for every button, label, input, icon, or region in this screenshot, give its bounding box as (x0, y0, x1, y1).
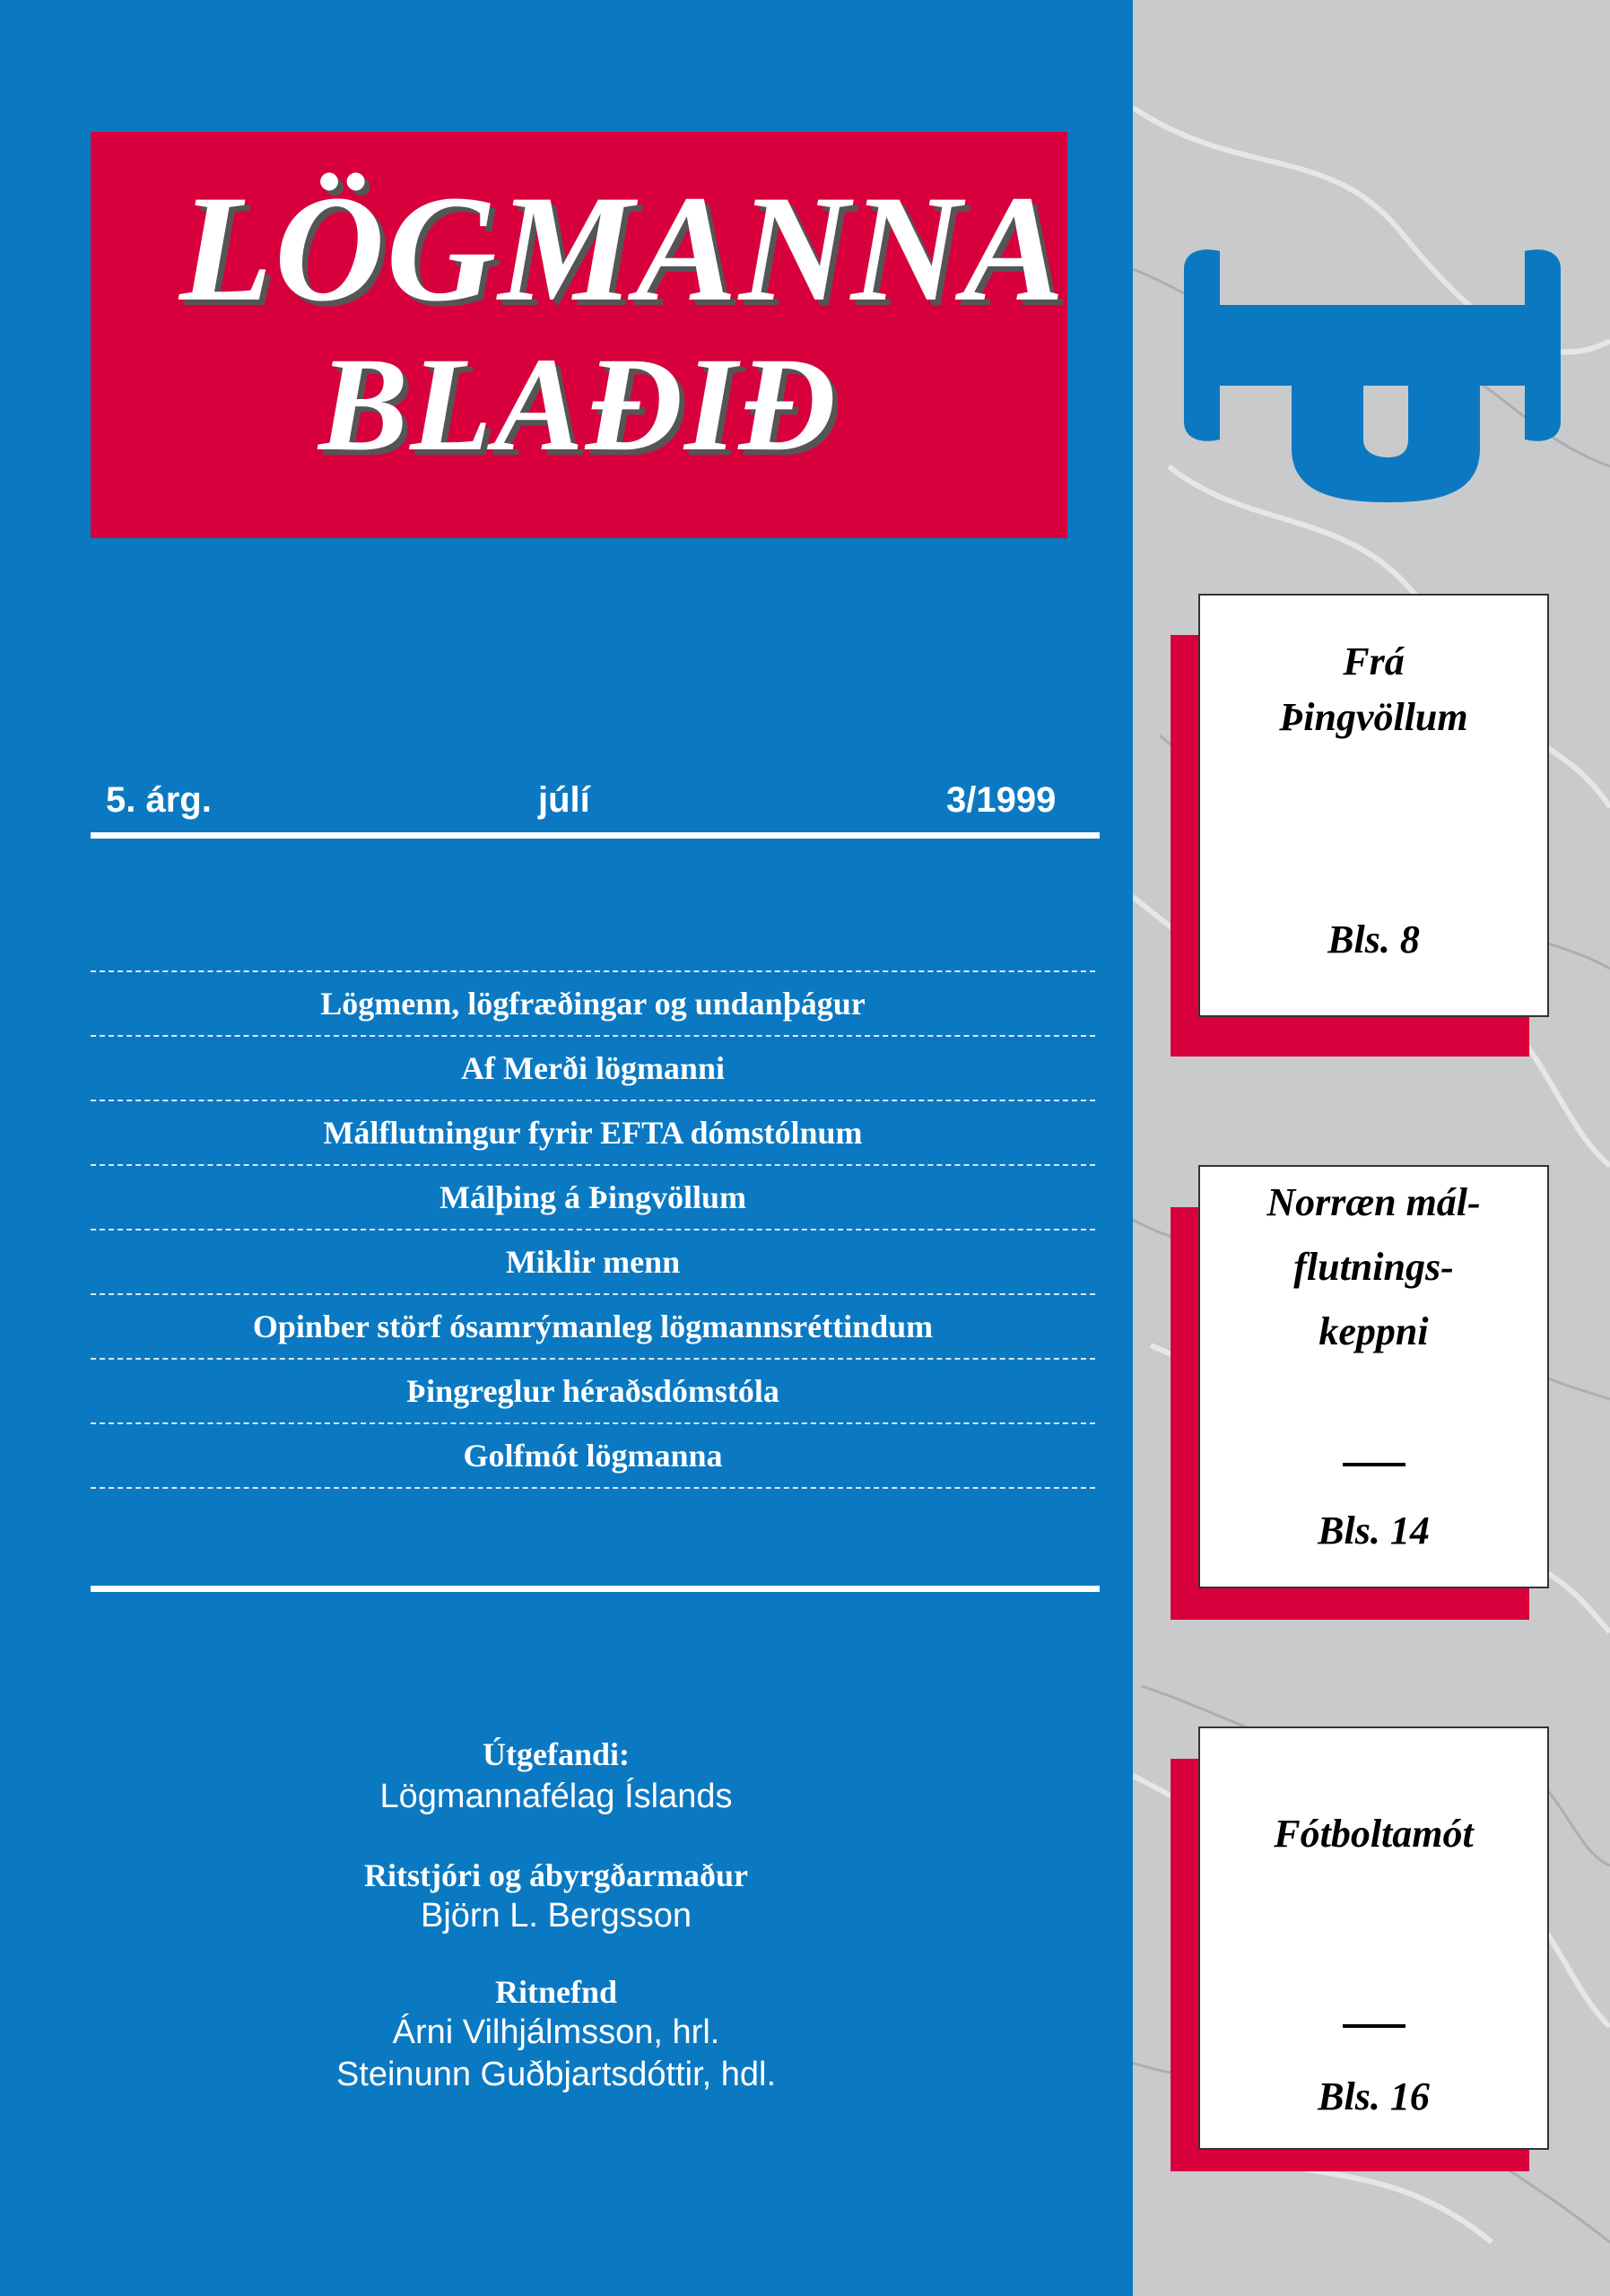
issue-number: 3/1999 (946, 780, 1057, 820)
issue-month: júlí (538, 780, 590, 820)
toc-item: Málflutningur fyrir EFTA dómstólnum (323, 1115, 863, 1151)
card-separator (1343, 1463, 1405, 1466)
feature-card-football (1198, 1726, 1549, 2150)
issue-volume: 5. árg. (106, 780, 212, 820)
issue-rule (91, 832, 1100, 839)
toc-item: Opinber störf ósamrýmanleg lögmannsréttindum (252, 1309, 934, 1344)
card-page-ref: Bls. 8 (1327, 918, 1420, 961)
thorn-logo-icon (1184, 242, 1561, 502)
publisher-name: Lögmannafélag Íslands (379, 1778, 733, 1815)
card-separator (1343, 2024, 1405, 2028)
card-title-line: Frá (1343, 639, 1405, 683)
toc-item: Lögmenn, lögfræðingar og undanþágur (320, 986, 866, 1022)
publisher-label: Útgefandi: (483, 1736, 630, 1772)
table-of-contents (91, 970, 1095, 1489)
editor-name: Björn L. Bergsson (420, 1897, 692, 1935)
masthead-title-line2: BLAÐIÐ (318, 330, 838, 479)
card-title-line: Þingvöllum (1279, 695, 1468, 739)
editor-label: Ritstjóri og ábyrgðarmaður (364, 1857, 748, 1893)
card-page-ref: Bls. 14 (1318, 1509, 1430, 1552)
card-title-line: Norræn mál- (1266, 1180, 1481, 1224)
toc-item: Miklir menn (505, 1244, 681, 1280)
toc-item: Þingreglur héraðsdómstóla (406, 1373, 779, 1409)
toc-divider (91, 1487, 1095, 1489)
contents-rule (91, 1586, 1100, 1592)
card-page-ref: Bls. 16 (1318, 2074, 1430, 2118)
committee-label: Ritnefnd (494, 1974, 618, 2010)
feature-card-thingvellir (1198, 594, 1549, 1017)
card-title-line: keppni (1318, 1309, 1429, 1353)
toc-item: Golfmót lögmanna (463, 1438, 723, 1474)
card-title-line: flutnings- (1293, 1245, 1454, 1289)
committee-member: Árni Vilhjálmsson, hrl. (392, 2013, 720, 2051)
card-title-line: Fótboltamót (1274, 1812, 1474, 1856)
toc-item: Málþing á Þingvöllum (439, 1179, 747, 1215)
feature-card-nordic-moot (1198, 1165, 1549, 1588)
committee-member: Steinunn Guðbjartsdóttir, hdl. (335, 2056, 777, 2093)
masthead-title-line1: LÖGMANNA (179, 164, 1066, 333)
toc-item: Af Merði lögmanni (461, 1050, 725, 1086)
